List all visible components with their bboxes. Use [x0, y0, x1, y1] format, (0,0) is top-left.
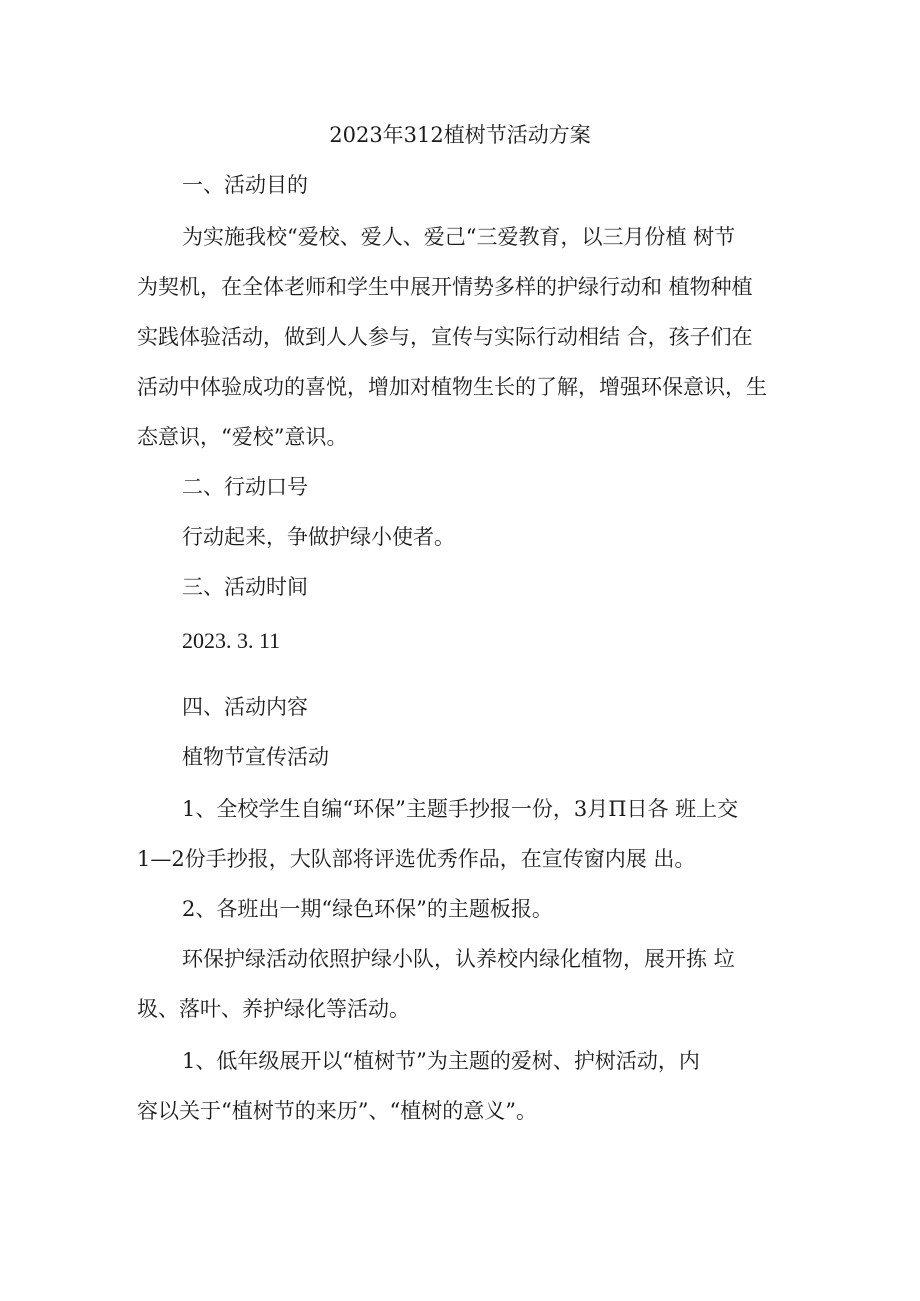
paragraph-line: 为实施我校“爱校、爱人、爱己“三爱教育，以三月份植 树节	[182, 225, 736, 249]
slogan-text: 行动起来，争做护绿小使者。	[182, 525, 455, 549]
paragraph-line: 环保护绿活动依照护绿小队，认养校内绿化植物，展开拣 垃	[182, 947, 735, 971]
section-heading-purpose: 一、活动目的	[182, 173, 308, 197]
paragraph-line: 活动中体验成功的喜悦，增加对植物生长的了解，增强环保意识，生	[137, 375, 767, 399]
paragraph-line: 圾、落叶、养护绿化等活动。	[137, 997, 410, 1021]
section-heading-slogan: 二、行动口号	[182, 475, 308, 499]
document-title: 2023年312植树节活动方案	[329, 123, 591, 147]
paragraph-line: 为契机，在全体老师和学生中展开情势多样的护绿行动和 植物种植	[137, 275, 753, 299]
section-heading-content: 四、活动内容	[182, 695, 308, 719]
paragraph-line: 态意识，“爱校”意识。	[137, 425, 348, 449]
list-item-line: 1—2份手抄报，大队部将评选优秀作品，在宣传窗内展 出。	[137, 847, 696, 871]
paragraph-line: 实践体验活动，做到人人参与，宣传与实际行动相结 合，孩子们在	[137, 325, 753, 349]
activity-date: 2023. 3. 11	[182, 628, 281, 653]
list-item-line: 容以关于“植树节的来历”、“植树的意义”。	[137, 1099, 537, 1123]
subsection-heading-promotion: 植物节宣传活动	[182, 745, 329, 769]
section-heading-time: 三、活动时间	[182, 575, 308, 599]
list-item-line: 1、全校学生自编“环保”主题手抄报一份，3月Π日各 班上交	[182, 797, 739, 821]
list-item-line: 2、各班出一期“绿色环保”的主题板报。	[182, 897, 553, 921]
list-item-line: 1、低年级展开以“植树节”为主题的爱树、护树活动，内	[182, 1049, 700, 1073]
